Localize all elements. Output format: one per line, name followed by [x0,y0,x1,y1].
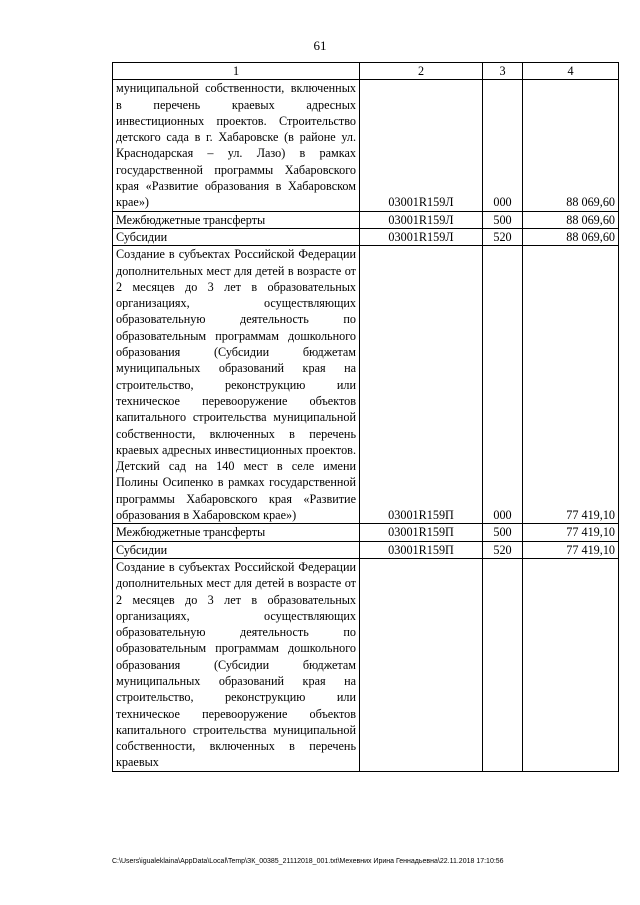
row-amount: 88 069,60 [523,211,619,228]
table-row [113,80,619,211]
row-description: муниципальной собственности, включенных в перечень краевых адресных инвестиционных проектов. Строительство детского сада в г. Хабаровске (в районе ул. Краснодарская – ул. Лазо) в рамках государственной программы Хабаровского края «Развитие образования в Хабаровском крае») [113,80,360,211]
row-type: 000 [483,246,523,524]
row-amount [523,558,619,771]
row-amount: 88 069,60 [523,228,619,245]
table-row [113,558,619,771]
table-row [113,246,619,524]
row-type: 000 [483,80,523,211]
row-code: 03001R159Л [360,211,483,228]
row-description: Субсидии [113,228,360,245]
column-header-1: 1 [113,63,360,80]
table-header-row [113,63,619,80]
column-header-4: 4 [523,63,619,80]
row-code: 03001R159П [360,524,483,541]
row-code: 03001R159П [360,246,483,524]
column-header-3: 3 [483,63,523,80]
row-type: 500 [483,524,523,541]
row-description: Межбюджетные трансферты [113,524,360,541]
row-amount: 77 419,10 [523,541,619,558]
row-type: 520 [483,541,523,558]
row-code: 03001R159П [360,541,483,558]
row-type [483,558,523,771]
file-path-footer: C:\Users\igualeklaina\AppData\Local\Temp\ЗК_00385_21112018_001.txt\Мехевних Ирина Геннадьевна\22.11.2018 17:10:56 [112,858,504,865]
table-row [113,524,619,541]
row-description: Создание в субъектах Российской Федерации дополнительных мест для детей в возрасте от 2 месяцев до 3 лет в образовательных организациях, осуществляющих образовательную деятельность по образовательным программам дошкольного образования (Субсидии бюджетам муниципальных образований края на строительство, реконструкцию или техническое перевооружение объектов капитального строительства муниципальной собственности, включенных в перечень краевых адресных инвестиционных проектов. Детский сад на 140 мест в селе имени Полины Осипенко в рамках государственной программы Хабаровского края «Развитие образования в Хабаровском крае») [113,246,360,524]
column-header-2: 2 [360,63,483,80]
row-code: 03001R159Л [360,80,483,211]
budget-table [112,62,619,772]
row-description: Субсидии [113,541,360,558]
row-amount: 77 419,10 [523,524,619,541]
table-row [113,541,619,558]
table-row [113,211,619,228]
row-code: 03001R159Л [360,228,483,245]
row-description: Создание в субъектах Российской Федерации дополнительных мест для детей в возрасте от 2 месяцев до 3 лет в образовательных организациях, осуществляющих образовательную деятельность по образовательным программам дошкольного образования (Субсидии бюджетам муниципальных образований края на строительство, реконструкцию или техническое перевооружение объектов капитального строительства муниципальной собственности, включенных в перечень краевых [113,558,360,771]
page-number: 61 [313,38,327,53]
row-type: 520 [483,228,523,245]
table-row [113,228,619,245]
row-amount: 88 069,60 [523,80,619,211]
row-amount: 77 419,10 [523,246,619,524]
row-type: 500 [483,211,523,228]
row-description: Межбюджетные трансферты [113,211,360,228]
row-code [360,558,483,771]
